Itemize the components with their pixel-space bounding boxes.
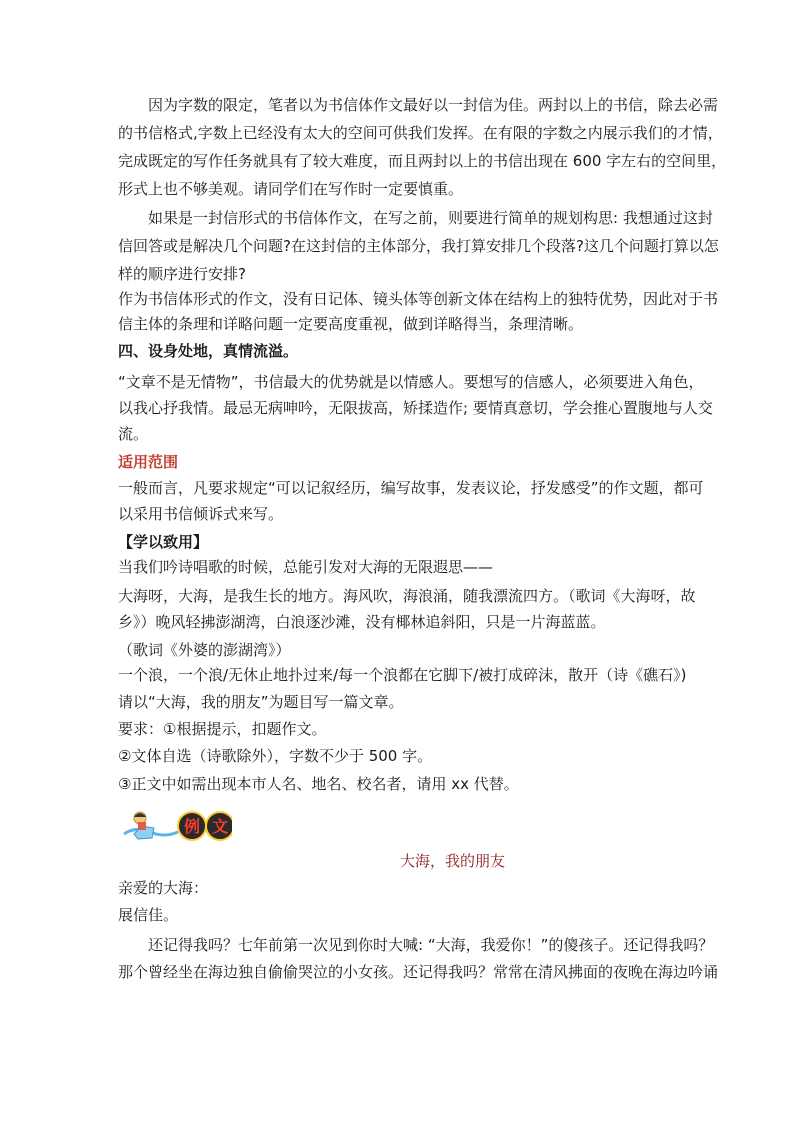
practice-label: 【学以致用】 <box>118 533 209 551</box>
paragraph-line: 一般而言，凡要求规定“可以记叙经历，编写故事，发表议论，抒发感受”的作文题，都可 <box>118 479 704 497</box>
paragraph-line: 样的顺序进行安排? <box>118 265 246 283</box>
section-heading: 四、设身处地，真情流溢。 <box>118 342 299 360</box>
paragraph-line: 因为字数的限定，笔者以为书信体作文最好以一封信为佳。两封以上的书信，除去必需 <box>148 96 719 114</box>
paragraph-line: 流。 <box>118 425 149 443</box>
paragraph-line: 要求：①根据提示，扣题作文。 <box>118 720 327 738</box>
paragraph-line: ③正文中如需出现本市人名、地名、校名者，请用 xx 代替。 <box>118 775 519 793</box>
paragraph-line: 完成既定的写作任务就具有了较大难度，而且两封以上的书信出现在 600 字左右的空间里， <box>118 152 727 170</box>
paragraph-line: （歌词《外婆的澎湖湾》） <box>118 641 291 659</box>
paragraph-line: 那个曾经坐在海边独自偷偷哭泣的小女孩。还记得我吗？常常在清风拂面的夜晚在海边吟诵 <box>118 963 719 981</box>
paragraph-line: 的书信格式,字数上已经没有太大的空间可供我们发挥。在有限的字数之内展示我们的才情， <box>118 124 723 142</box>
paragraph-line: 如果是一封信形式的书信体作文，在写之前，则要进行简单的规划构思: 我想通过这封 <box>148 209 713 227</box>
paragraph-line: “文章不是无情物”，书信最大的优势就是以情感人。要想写的信感人，必须要进入角色， <box>118 373 704 391</box>
paragraph-line: 信回答或是解决几个问题?在这封信的主体部分，我打算安排几个段落?这几个问题打算以怎 <box>118 237 719 255</box>
paragraph-line: 请以“大海，我的朋友”为题目写一篇文章。 <box>118 693 404 711</box>
paragraph-line: 一个浪，一个浪/无休止地扑过来/每一个浪都在它脚下/被打成碎沫，散开（诗《礁石》) <box>118 666 687 684</box>
logo-char: 文 <box>211 817 229 836</box>
scope-label: 适用范围 <box>118 453 179 471</box>
paragraph-line: 信主体的条理和详略问题一定要高度重视，做到详略得当，条理清晰。 <box>118 315 584 333</box>
salutation: 亲爱的大海： <box>118 879 209 897</box>
paragraph-line: 作为书信体形式的作文，没有日记体、镜头体等创新文体在结构上的独特优势，因此对于书 <box>118 290 719 308</box>
logo-char: 例 <box>183 817 201 836</box>
example-essay-logo <box>120 808 232 844</box>
paragraph-line: 以我心抒我情。最忌无病呻吟，无限拔高，矫揉造作; 要情真意切，学会推心置腹地与人交 <box>118 399 713 417</box>
greeting: 展信佳。 <box>118 906 179 924</box>
essay-title: 大海，我的朋友 <box>400 852 506 870</box>
paragraph-line: 以采用书信倾诉式来写。 <box>118 505 284 523</box>
paragraph-line: ②文体自选（诗歌除外），字数不少于 500 字。 <box>118 747 433 765</box>
paragraph-line: 当我们吟诗唱歌的时候，总能引发对大海的无限遐思—— <box>118 558 494 576</box>
paragraph-line: 还记得我吗？七年前第一次见到你时大喊: “大海，我爱你！”的傻孩子。还记得我吗？ <box>148 936 714 954</box>
paragraph-line: 乡》）晚风轻拂澎湖湾，白浪逐沙滩，没有椰林追斜阳，只是一片海蓝蓝。 <box>118 613 606 631</box>
paragraph-line: 形式上也不够美观。请同学们在写作时一定要慎重。 <box>118 180 464 198</box>
paragraph-line: 大海呀，大海，是我生长的地方。海风吹，海浪涌，随我漂流四方。（歌词《大海呀，故 <box>118 587 696 605</box>
